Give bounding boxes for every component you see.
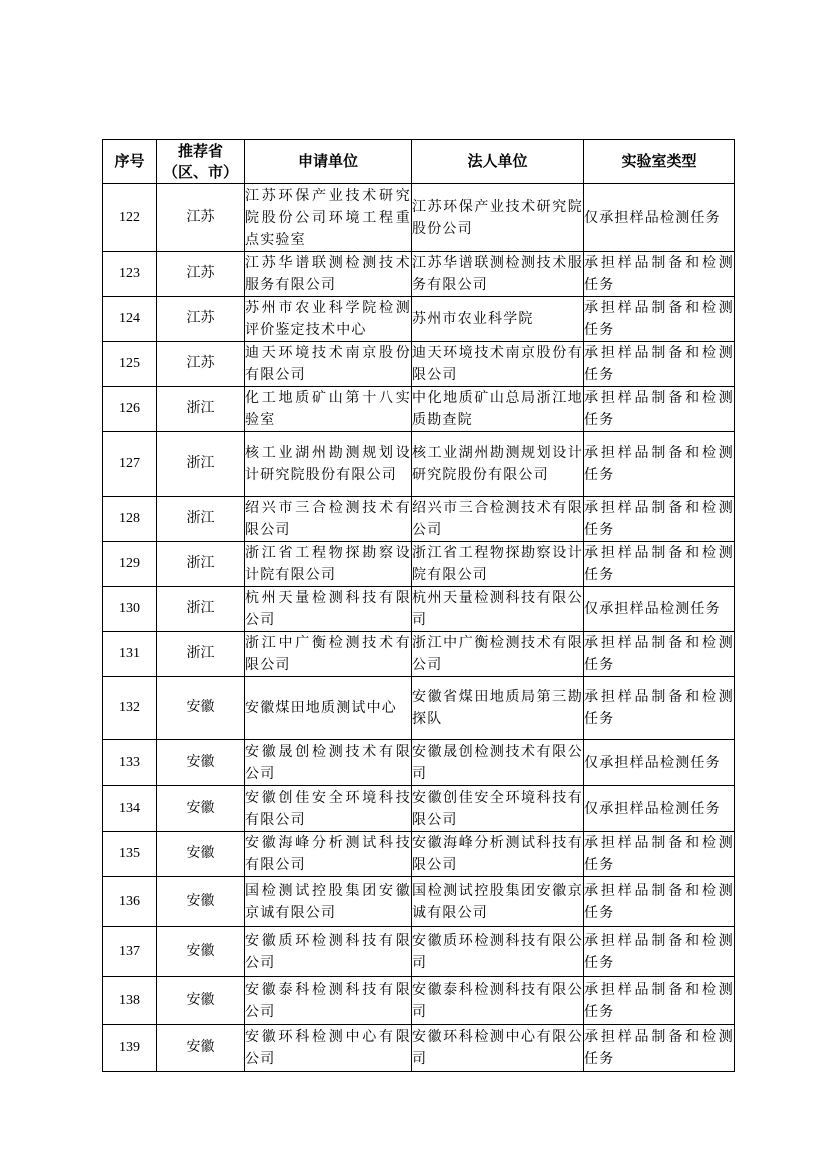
cell-lab-type: 承担样品制备和检测任务 bbox=[584, 297, 735, 342]
table-row bbox=[103, 497, 735, 542]
cell-applicant: 杭州天量检测科技有限公司 bbox=[245, 587, 412, 632]
cell-applicant: 安徽质环检测科技有限公司 bbox=[245, 927, 412, 977]
cell-applicant: 化工地质矿山第十八实验室 bbox=[245, 387, 412, 432]
cell-legal-entity: 安徽质环检测科技有限公司 bbox=[412, 927, 584, 977]
cell-legal-entity: 核工业湖州勘测规划设计研究院股份有限公司 bbox=[412, 432, 584, 497]
cell-seq: 125 bbox=[103, 342, 157, 387]
cell-legal-entity: 国检测试控股集团安徽京诚有限公司 bbox=[412, 877, 584, 927]
cell-province: 安徽 bbox=[157, 977, 245, 1025]
cell-lab-type: 仅承担样品检测任务 bbox=[584, 184, 735, 252]
table-row bbox=[103, 786, 735, 832]
cell-applicant: 安徽海峰分析测试科技有限公司 bbox=[245, 832, 412, 877]
cell-province: 安徽 bbox=[157, 677, 245, 740]
cell-applicant: 安徽晟创检测技术有限公司 bbox=[245, 740, 412, 786]
cell-province: 江苏 bbox=[157, 252, 245, 297]
table-row bbox=[103, 877, 735, 927]
cell-legal-entity: 安徽泰科检测科技有限公司 bbox=[412, 977, 584, 1025]
table-row bbox=[103, 297, 735, 342]
cell-legal-entity: 安徽晟创检测技术有限公司 bbox=[412, 740, 584, 786]
cell-applicant: 绍兴市三合检测技术有限公司 bbox=[245, 497, 412, 542]
table-row bbox=[103, 387, 735, 432]
cell-seq: 130 bbox=[103, 587, 157, 632]
cell-seq: 127 bbox=[103, 432, 157, 497]
cell-applicant: 安徽泰科检测科技有限公司 bbox=[245, 977, 412, 1025]
table-row bbox=[103, 542, 735, 587]
header-province-line2: （区、市） bbox=[162, 162, 238, 181]
table-row bbox=[103, 1025, 735, 1072]
cell-legal-entity: 安徽创佳安全环境科技有限公司 bbox=[412, 786, 584, 832]
laboratory-list-table bbox=[102, 139, 735, 1072]
cell-applicant: 苏州市农业科学院检测评价鉴定技术中心 bbox=[245, 297, 412, 342]
table-row bbox=[103, 677, 735, 740]
cell-seq: 138 bbox=[103, 977, 157, 1025]
cell-province: 安徽 bbox=[157, 877, 245, 927]
cell-lab-type: 承担样品制备和检测任务 bbox=[584, 927, 735, 977]
table-row bbox=[103, 832, 735, 877]
header-province bbox=[157, 140, 245, 184]
cell-province: 安徽 bbox=[157, 740, 245, 786]
cell-lab-type: 承担样品制备和检测任务 bbox=[584, 342, 735, 387]
cell-seq: 131 bbox=[103, 632, 157, 677]
cell-seq: 139 bbox=[103, 1025, 157, 1072]
cell-lab-type: 承担样品制备和检测任务 bbox=[584, 1025, 735, 1072]
cell-lab-type: 承担样品制备和检测任务 bbox=[584, 677, 735, 740]
cell-legal-entity: 安徽海峰分析测试科技有限公司 bbox=[412, 832, 584, 877]
cell-legal-entity: 浙江中广衡检测技术有限公司 bbox=[412, 632, 584, 677]
cell-applicant: 江苏华谱联测检测技术服务有限公司 bbox=[245, 252, 412, 297]
cell-seq: 122 bbox=[103, 184, 157, 252]
cell-legal-entity: 杭州天量检测科技有限公司 bbox=[412, 587, 584, 632]
cell-province: 浙江 bbox=[157, 632, 245, 677]
cell-seq: 129 bbox=[103, 542, 157, 587]
table-row bbox=[103, 740, 735, 786]
cell-applicant: 国检测试控股集团安徽京诚有限公司 bbox=[245, 877, 412, 927]
header-lab-type: 实验室类型 bbox=[584, 140, 735, 184]
cell-seq: 128 bbox=[103, 497, 157, 542]
table-row bbox=[103, 342, 735, 387]
cell-legal-entity: 迪天环境技术南京股份有限公司 bbox=[412, 342, 584, 387]
table-body bbox=[103, 184, 735, 1072]
cell-seq: 136 bbox=[103, 877, 157, 927]
cell-applicant: 安徽煤田地质测试中心 bbox=[245, 677, 412, 740]
cell-lab-type: 承担样品制备和检测任务 bbox=[584, 542, 735, 587]
cell-province: 浙江 bbox=[157, 587, 245, 632]
cell-lab-type: 仅承担样品检测任务 bbox=[584, 740, 735, 786]
cell-province: 安徽 bbox=[157, 927, 245, 977]
cell-seq: 126 bbox=[103, 387, 157, 432]
cell-seq: 133 bbox=[103, 740, 157, 786]
cell-province: 浙江 bbox=[157, 432, 245, 497]
cell-lab-type: 承担样品制备和检测任务 bbox=[584, 387, 735, 432]
cell-province: 江苏 bbox=[157, 297, 245, 342]
cell-legal-entity: 中化地质矿山总局浙江地质勘查院 bbox=[412, 387, 584, 432]
cell-applicant: 安徽环科检测中心有限公司 bbox=[245, 1025, 412, 1072]
header-province-line1: 推荐省 bbox=[177, 141, 223, 160]
cell-lab-type: 承担样品制备和检测任务 bbox=[584, 252, 735, 297]
cell-applicant: 核工业湖州勘测规划设计研究院股份有限公司 bbox=[245, 432, 412, 497]
cell-seq: 137 bbox=[103, 927, 157, 977]
header-seq: 序号 bbox=[103, 140, 157, 184]
cell-lab-type: 仅承担样品检测任务 bbox=[584, 786, 735, 832]
cell-lab-type: 承担样品制备和检测任务 bbox=[584, 432, 735, 497]
cell-province: 安徽 bbox=[157, 786, 245, 832]
cell-province: 浙江 bbox=[157, 387, 245, 432]
cell-seq: 134 bbox=[103, 786, 157, 832]
cell-legal-entity: 江苏华谱联测检测技术服务有限公司 bbox=[412, 252, 584, 297]
cell-legal-entity: 绍兴市三合检测技术有限公司 bbox=[412, 497, 584, 542]
cell-legal-entity: 苏州市农业科学院 bbox=[412, 297, 584, 342]
table-row bbox=[103, 252, 735, 297]
cell-seq: 135 bbox=[103, 832, 157, 877]
table-row bbox=[103, 184, 735, 252]
cell-province: 浙江 bbox=[157, 542, 245, 587]
cell-applicant: 江苏环保产业技术研究院股份公司环境工程重点实验室 bbox=[245, 184, 412, 252]
cell-seq: 132 bbox=[103, 677, 157, 740]
cell-province: 浙江 bbox=[157, 497, 245, 542]
table-row bbox=[103, 432, 735, 497]
table-row bbox=[103, 977, 735, 1025]
cell-province: 安徽 bbox=[157, 1025, 245, 1072]
cell-province: 江苏 bbox=[157, 342, 245, 387]
cell-legal-entity: 浙江省工程物探勘察设计院有限公司 bbox=[412, 542, 584, 587]
cell-seq: 124 bbox=[103, 297, 157, 342]
table-row bbox=[103, 587, 735, 632]
cell-province: 安徽 bbox=[157, 832, 245, 877]
cell-applicant: 浙江省工程物探勘察设计院有限公司 bbox=[245, 542, 412, 587]
cell-seq: 123 bbox=[103, 252, 157, 297]
cell-legal-entity: 安徽省煤田地质局第三勘探队 bbox=[412, 677, 584, 740]
cell-province: 江苏 bbox=[157, 184, 245, 252]
cell-applicant: 安徽创佳安全环境科技有限公司 bbox=[245, 786, 412, 832]
table-row bbox=[103, 632, 735, 677]
cell-lab-type: 承担样品制备和检测任务 bbox=[584, 977, 735, 1025]
cell-lab-type: 承担样品制备和检测任务 bbox=[584, 877, 735, 927]
header-applicant: 申请单位 bbox=[245, 140, 412, 184]
cell-lab-type: 承担样品制备和检测任务 bbox=[584, 497, 735, 542]
table-row bbox=[103, 927, 735, 977]
cell-applicant: 浙江中广衡检测技术有限公司 bbox=[245, 632, 412, 677]
cell-lab-type: 仅承担样品检测任务 bbox=[584, 587, 735, 632]
cell-legal-entity: 江苏环保产业技术研究院股份公司 bbox=[412, 184, 584, 252]
cell-lab-type: 承担样品制备和检测任务 bbox=[584, 632, 735, 677]
cell-applicant: 迪天环境技术南京股份有限公司 bbox=[245, 342, 412, 387]
cell-lab-type: 承担样品制备和检测任务 bbox=[584, 832, 735, 877]
table-header-row bbox=[103, 140, 735, 184]
header-legal-entity: 法人单位 bbox=[412, 140, 584, 184]
cell-legal-entity: 安徽环科检测中心有限公司 bbox=[412, 1025, 584, 1072]
